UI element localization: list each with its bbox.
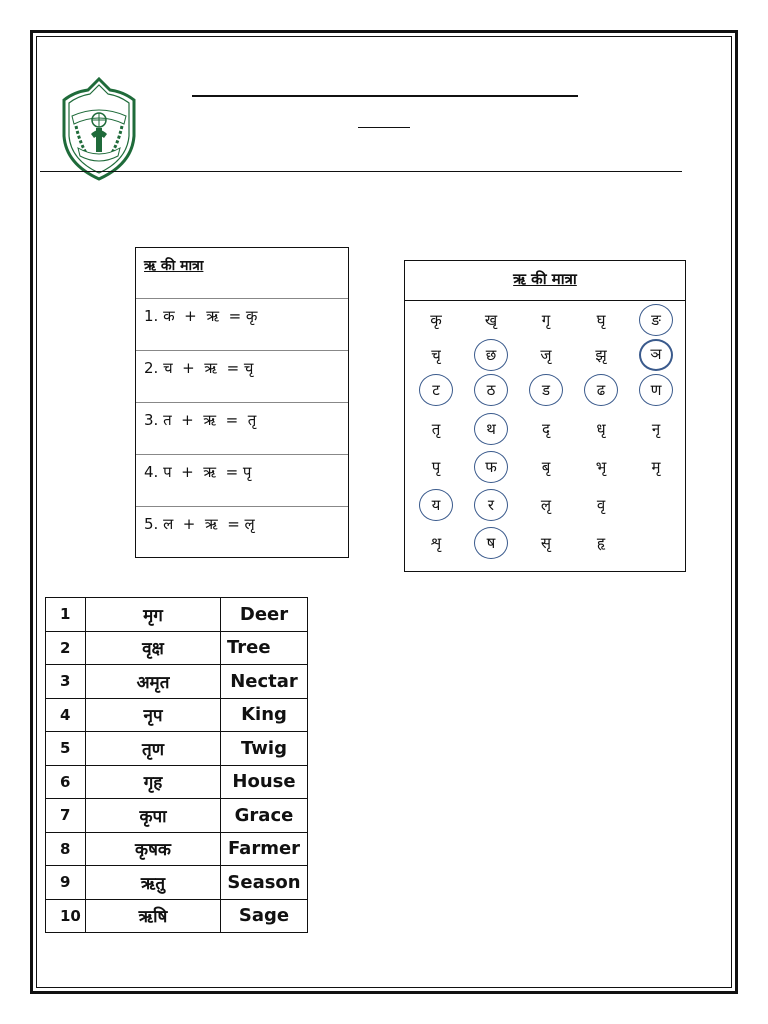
circled-letter: फ — [474, 451, 508, 483]
grid-letter: शृ — [430, 534, 442, 552]
grid-letter: चृ — [431, 346, 441, 364]
circled-letter: ड — [529, 374, 563, 406]
circled-letter: छ — [474, 339, 508, 371]
header-divider — [40, 171, 682, 172]
matra-sum-box — [135, 247, 349, 558]
matra-sum-row: 1. क + ऋ = कृ — [136, 299, 348, 351]
circled-letter: थ — [474, 413, 508, 445]
grid-letter: गृ — [541, 311, 551, 329]
table-row — [46, 899, 308, 933]
english-meaning: Twig — [221, 732, 308, 766]
english-meaning: Sage — [221, 899, 308, 933]
grid-letter: सृ — [540, 534, 552, 552]
row-number: 3 — [46, 665, 86, 699]
matra-sum-row: 4. प + ऋ = पृ — [136, 455, 348, 507]
table-row — [46, 631, 308, 665]
row-number: 6 — [46, 765, 86, 799]
row-number: 1 — [46, 598, 86, 632]
circled-letter: ञ — [639, 339, 673, 371]
grid-letter: धृ — [596, 420, 606, 438]
hindi-word: वृक्ष — [86, 631, 221, 665]
grid-letter: दृ — [542, 420, 550, 438]
hindi-word: तृण — [86, 732, 221, 766]
hindi-word: नृप — [86, 698, 221, 732]
circled-letter: ढ — [584, 374, 618, 406]
grid-letter: वृ — [596, 496, 606, 514]
row-number: 10 — [46, 899, 86, 933]
grid-letter: नृ — [651, 420, 661, 438]
english-meaning: House — [221, 765, 308, 799]
hindi-word: अमृत — [86, 665, 221, 699]
row-number: 2 — [46, 631, 86, 665]
grid-letter: बृ — [541, 458, 551, 476]
grid-letter: खृ — [484, 311, 498, 329]
row-number: 8 — [46, 832, 86, 866]
grid-letter: तृ — [431, 420, 441, 438]
english-meaning: King — [221, 698, 308, 732]
subtitle-line — [358, 127, 410, 128]
table-row — [46, 598, 308, 632]
matra-sum-heading: ऋ की मात्रा — [136, 248, 348, 299]
grid-letter: लृ — [540, 496, 552, 514]
hindi-word: गृह — [86, 765, 221, 799]
title-line — [192, 95, 578, 97]
circled-letter: र — [474, 489, 508, 521]
grid-letter: कृ — [430, 311, 442, 329]
circled-letter: ठ — [474, 374, 508, 406]
table-row — [46, 832, 308, 866]
table-row — [46, 665, 308, 699]
grid-letter: भृ — [595, 458, 607, 476]
row-number: 7 — [46, 799, 86, 833]
english-meaning: Season — [221, 866, 308, 900]
row-number: 4 — [46, 698, 86, 732]
circled-letter: ङ — [639, 304, 673, 336]
grid-letter: झृ — [595, 346, 607, 364]
grid-letter: पृ — [431, 458, 441, 476]
row-number: 9 — [46, 866, 86, 900]
hindi-word: कृपा — [86, 799, 221, 833]
hindi-word: कृषक — [86, 832, 221, 866]
table-row — [46, 866, 308, 900]
hindi-word: ऋषि — [86, 899, 221, 933]
table-row — [46, 765, 308, 799]
hindi-word: मृग — [86, 598, 221, 632]
english-meaning: Nectar — [221, 665, 308, 699]
grid-letter: जृ — [540, 346, 552, 364]
matra-sum-row: 2. च + ऋ = चृ — [136, 351, 348, 403]
grid-letter: घृ — [596, 311, 606, 329]
english-meaning: Farmer — [221, 832, 308, 866]
circled-letter: ष — [474, 527, 508, 559]
english-meaning: Tree — [221, 631, 308, 665]
vocabulary-table — [45, 597, 308, 933]
matra-sum-row: 5. ल + ऋ = लृ — [144, 515, 255, 533]
circled-letter: ण — [639, 374, 673, 406]
matra-grid-box — [404, 260, 686, 572]
matra-grid-heading: ऋ की मात्रा — [405, 261, 685, 301]
matra-sum-row: 3. त + ऋ = तृ — [136, 403, 348, 455]
circled-letter: य — [419, 489, 453, 521]
hindi-word: ऋतु — [86, 866, 221, 900]
table-row — [46, 732, 308, 766]
row-number: 5 — [46, 732, 86, 766]
circled-letter: ट — [419, 374, 453, 406]
table-row — [46, 799, 308, 833]
table-row — [46, 698, 308, 732]
grid-letter: हृ — [596, 534, 606, 552]
school-logo — [58, 76, 140, 182]
english-meaning: Grace — [221, 799, 308, 833]
english-meaning: Deer — [221, 598, 308, 632]
grid-letter: मृ — [651, 458, 661, 476]
